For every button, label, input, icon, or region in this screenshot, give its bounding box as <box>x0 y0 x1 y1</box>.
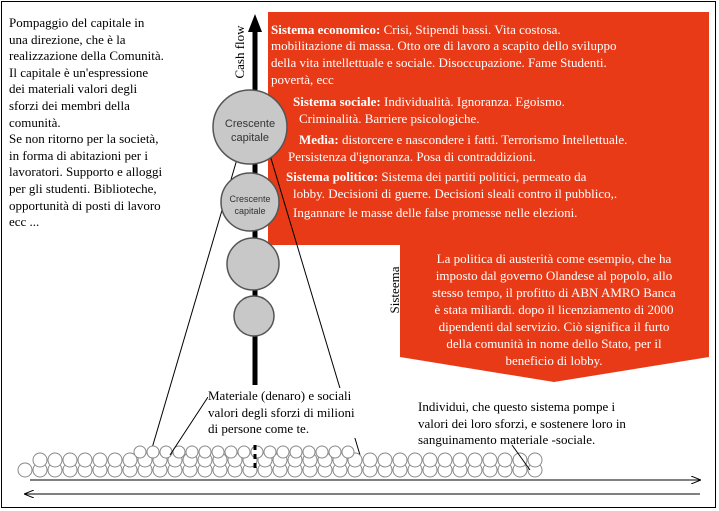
austerity-line: è stata miliardi. dopo il licenziamento di 2000 <box>434 302 674 317</box>
economic-system-line-4: povertà, ecc <box>271 72 334 87</box>
person-circle <box>48 453 62 467</box>
person-circle <box>528 453 542 467</box>
person-circle <box>160 446 172 458</box>
economic-system-title: Sistema economico: <box>271 22 381 37</box>
austerity-line: dipendenti dal servizio. Ciò significa il furto <box>438 319 670 334</box>
austerity-line: della comunità in nome dello Stato, per il <box>446 336 662 351</box>
person-circle <box>212 446 224 458</box>
economic-system-line-3: della vita intellettuale e sociale. Disoccupazione. Fame Studenti. <box>271 55 607 70</box>
person-circle <box>78 453 92 467</box>
person-circle <box>513 453 527 467</box>
political-system-line-1: Sistema politico: Sistema dei partiti politici, permeato da <box>286 169 587 184</box>
person-circle <box>225 446 237 458</box>
person-circle <box>277 446 289 458</box>
person-circle <box>63 453 77 467</box>
person-circle <box>108 453 122 467</box>
capital-bubble-4 <box>234 296 274 336</box>
person-circle <box>93 453 107 467</box>
person-circle <box>264 446 276 458</box>
person-circle <box>378 453 392 467</box>
capital-bubble-1-label: Crescente capitale <box>224 118 276 144</box>
person-circle <box>329 446 341 458</box>
person-circle <box>393 453 407 467</box>
austerity-line: beneficio di lobby. <box>505 353 603 368</box>
person-circle <box>453 453 467 467</box>
social-system-title: Sistema sociale: <box>293 94 381 109</box>
person-circle <box>408 453 422 467</box>
austerity-line: imposto dal governo Olandese al popolo, allo <box>435 268 673 283</box>
capital-description: Pompaggio del capitale in una direzione, che è la realizzazione della Comunità. Il capitale è un'espressione dei materiali valori degli sforzi dei membri della comunità. Se non ritorno per la società, in forma di abitazioni per i lavoratori. Supporto e alloggi per gli studenti. Biblioteche, opportunità di posti di lavoro ecc ... <box>9 15 164 230</box>
austerity-line: stesso tempo, il profitto di ABN AMRO Banca <box>432 285 676 300</box>
people-circles <box>18 446 542 477</box>
person-circle <box>134 446 146 458</box>
individuals-text: Individui, che questo sistema pompe i valori dei loro sforzi, e sostenere loro in sanguinamento materiale -sociale. <box>418 399 626 448</box>
political-system-line-3: Ingannare le masse delle false promesse nelle elezioni. <box>293 205 578 220</box>
capital-bubble-2-label: Crescente capitale <box>229 194 271 216</box>
social-system-line-2: Criminalità. Barriere psicologiche. <box>299 111 480 126</box>
person-circle <box>147 446 159 458</box>
person-circle <box>251 446 263 458</box>
person-circle <box>342 446 354 458</box>
person-circle <box>468 453 482 467</box>
person-circle <box>186 446 198 458</box>
materials-values-text: Materiale (denaro) e sociali valori degli sforzi di milioni di persone come te. <box>208 388 408 438</box>
economic-system-line-1: Sistema economico: Crisi, Stipendi bassi. Vita costosa. <box>271 22 561 37</box>
person-circle <box>18 463 32 477</box>
economic-system-line-2: mobilitazione di massa. Otto ore di lavoro a scapito dello sviluppo <box>271 38 617 53</box>
capital-bubble-3 <box>227 238 279 290</box>
system-label: Sisteema <box>387 266 402 314</box>
person-circle <box>498 453 512 467</box>
person-circle <box>363 453 377 467</box>
political-system-title: Sistema politico: <box>286 169 379 184</box>
media-line-2: Persistenza d'ignoranza. Posa di contraddizioni. <box>288 149 536 164</box>
person-circle <box>33 453 47 467</box>
media-line-1: Media: distorcere e nascondere i fatti. Terrorismo Intellettuale. <box>299 132 628 147</box>
person-circle <box>238 446 250 458</box>
cash-flow-arrowhead <box>248 14 262 32</box>
media-title: Media: <box>299 132 339 147</box>
social-system-line-1: Sistema sociale: Individualità. Ignoranza. Egoismo. <box>293 94 565 109</box>
person-circle <box>483 453 497 467</box>
cash-flow-label: Cash flow <box>232 25 247 79</box>
political-system-line-2: lobby. Decisioni di guerre. Decisioni sleali contro il pubblico,. <box>293 186 618 201</box>
person-circle <box>290 446 302 458</box>
person-circle <box>423 453 437 467</box>
austerity-line: La politica di austerità come esempio, che ha <box>436 251 672 266</box>
person-circle <box>199 446 211 458</box>
person-circle <box>438 453 452 467</box>
person-circle <box>303 446 315 458</box>
person-circle <box>316 446 328 458</box>
